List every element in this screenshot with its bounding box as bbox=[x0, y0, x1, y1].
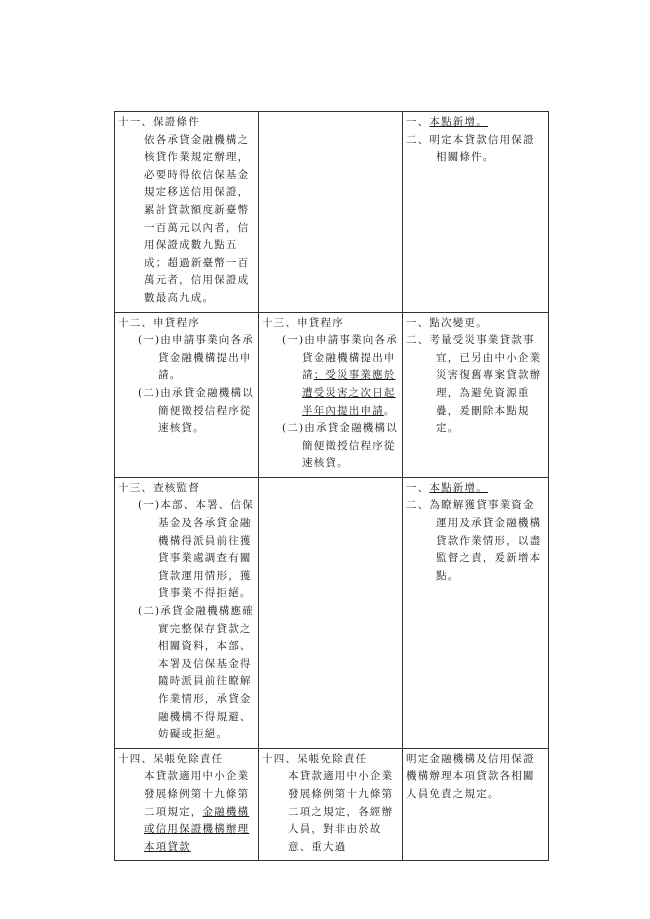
section-heading: 十一、保證條件 bbox=[118, 116, 200, 128]
amended-provision-cell bbox=[115, 312, 259, 477]
amended-provision-cell bbox=[115, 112, 259, 313]
subsection-text: (二)由承貸金融機構以簡便徵授信程序從速核貸。 bbox=[138, 386, 254, 435]
section-heading: 十四、呆帳免除責任 bbox=[118, 752, 224, 765]
amended-text: 金融機構或信用保證機構辦理本項貸款 bbox=[144, 805, 250, 853]
explanation-item: 二、明定本貸款信用保證相關條件。 bbox=[406, 133, 535, 164]
amended-provision-cell bbox=[115, 477, 259, 748]
explanation-item: 二、為瞭解獲貸事業資金運用及承貸金融機構貸款作業情形，以盡監督之責，爰新增本點。 bbox=[406, 499, 542, 582]
current-provision-cell bbox=[259, 112, 403, 313]
explanation-cell bbox=[403, 477, 549, 748]
current-provision-cell bbox=[259, 477, 403, 748]
section-body: 本貸款適用中小企業發展條例第十九條第二項規定，金融機構或信用保證機構辦理本項貸款 bbox=[144, 770, 250, 853]
section-heading: 十二、申貸程序 bbox=[118, 316, 200, 329]
amended-provision-cell bbox=[115, 748, 259, 861]
explanation-text: 明定金融機構及信用保證機構辦理本項貸款各相關人員免責之規定。 bbox=[406, 752, 535, 800]
subsection-text: (二)承貸金融機構應確實完整保存貸款之相關資料，本部、本署及信保基金得隨時派員前往瞭解作業情形，承貸金融機構不得規避、妨礙或拒絕。 bbox=[138, 605, 254, 741]
section-heading: 十四、呆帳免除責任 bbox=[262, 752, 368, 765]
explanation-item: 二、考量受災事業貸款事宜，已另由中小企業災害復舊專案貸款辦理，為避免資源重疊，爰刪除本點規定。 bbox=[406, 334, 542, 435]
explanation-cell bbox=[403, 112, 549, 313]
amended-text: ；受災事業應於遭受災害之次日起半年內提出申請 bbox=[302, 369, 396, 417]
explanation-cell bbox=[403, 748, 549, 861]
explanation-cell bbox=[403, 312, 549, 477]
comparison-table bbox=[114, 111, 549, 861]
explanation-item: 一、本點新增。 bbox=[406, 116, 488, 128]
section-body: 依各承貸金融機構之核貸作業規定辦理，必要時得依信保基金規定移送信用保證，累計貸款額度新臺幣一百萬元以內者，信用保證成數九點五成；超過新臺幣一百萬元者，信用保證成數最高九成。 bbox=[144, 133, 250, 304]
section-body: 本貸款適用中小企業發展條例第十九條第二項之規定，各經辦人員，對非由於故意、重大過 bbox=[288, 770, 394, 853]
current-provision-cell bbox=[259, 312, 403, 477]
subsection-text: (一)由申請事業向各承貸金融機構提出申請；受災事業應於遭受災害之次日起半年內提出申請。 bbox=[282, 334, 398, 417]
subsection-text: (一)由申請事業向各承貸金融機構提出申請。 bbox=[138, 334, 254, 382]
section-heading: 十三、申貸程序 bbox=[262, 316, 344, 329]
section-heading: 十三、查核監督 bbox=[118, 481, 200, 494]
table-row bbox=[115, 312, 549, 477]
explanation-item: 一、點次變更。 bbox=[406, 316, 488, 329]
subsection-text: (二)由承貸金融機構以簡便徵授信程序從速核貸。 bbox=[282, 422, 398, 470]
subsection-text: (一)本部、本署、信保基金及各承貸金融機構得派員前往獲貸事業處調查有關貸款運用情形，獲貸事業不得拒絕。 bbox=[138, 499, 254, 600]
table-row bbox=[115, 112, 549, 313]
table-row bbox=[115, 477, 549, 748]
explanation-item: 一、本點新增。 bbox=[406, 481, 488, 494]
table-row bbox=[115, 748, 549, 861]
current-provision-cell bbox=[259, 748, 403, 861]
